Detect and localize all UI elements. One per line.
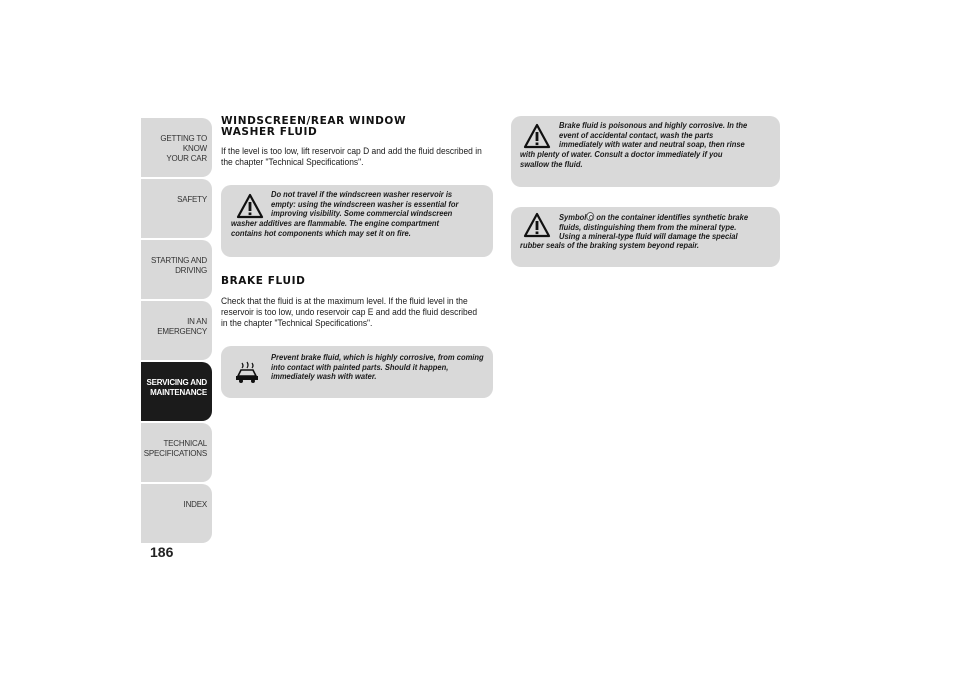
body-line: the chapter "Technical Specifications". xyxy=(221,156,364,167)
poison-warning-box xyxy=(511,116,780,187)
tab-label: IN AN EMERGENCY xyxy=(157,317,207,336)
heading-line: WASHER FLUID xyxy=(221,126,318,138)
tab-starting-driving[interactable] xyxy=(141,240,212,299)
symbol-warning-box xyxy=(511,207,780,267)
tab-label: GETTING TO KNOW YOUR CAR xyxy=(160,134,207,163)
warning-text: Do not travel if the windscreen washer reservoir is empty: using the windscreen washer is essential for improving visibility. Some commercial windscreen xyxy=(271,189,459,219)
symbol-text-cont: rubber seals of the braking system beyond repair. xyxy=(520,240,700,250)
tab-label: INDEX xyxy=(183,500,207,509)
tab-label: STARTING AND DRIVING xyxy=(151,256,207,275)
warning-text-cont: washer additives are flammable. The engine compartment contains hot components which may set it on fire. xyxy=(231,218,440,238)
tab-label: TECHNICAL SPECIFICATIONS xyxy=(143,439,207,458)
warning-triangle-icon xyxy=(523,212,551,238)
poison-text-cont: with plenty of water. Consult a doctor immediately if you swallow the fluid. xyxy=(520,149,723,169)
tab-emergency[interactable] xyxy=(141,301,212,360)
tab-label: SERVICING AND MAINTENANCE xyxy=(146,378,207,397)
tab-technical-specifications[interactable] xyxy=(141,423,212,482)
synthetic-fluid-symbol-icon xyxy=(586,212,594,221)
section-heading-washer xyxy=(221,116,406,138)
section-heading-brake: BRAKE FLUID xyxy=(221,275,306,287)
washer-body xyxy=(221,145,482,167)
tab-safety[interactable] xyxy=(141,179,212,238)
page-number: 186 xyxy=(150,544,174,560)
tab-index[interactable] xyxy=(141,484,212,543)
washer-warning-box xyxy=(221,185,493,257)
symbol-text: Symbol on the container identifies synthetic brake fluids, distinguishing them from the mineral type. Using a mineral-type fluid will damage the special xyxy=(559,212,749,242)
brake-body: Check that the fluid is at the maximum level. If the fluid level in the reservoir is too low, undo reservoir cap E and add the fluid described in the chapter "Technical Specifications". xyxy=(221,295,478,328)
tab-servicing-maintenance[interactable] xyxy=(141,362,212,421)
car-protection-icon xyxy=(233,359,261,385)
brake-caution-box xyxy=(221,346,493,398)
warning-triangle-icon xyxy=(523,123,551,149)
heading-line: WINDSCREEN/REAR WINDOW xyxy=(221,115,407,127)
chapter-tabs xyxy=(141,118,212,545)
body-line: If the level is too low, lift reservoir cap D and add the fluid described in xyxy=(221,145,482,156)
poison-text: Brake fluid is poisonous and highly corrosive. In the event of accidental contact, wash the parts immediately with water and neutral soap, then rinse xyxy=(559,120,748,150)
tab-getting-to-know[interactable] xyxy=(141,118,212,177)
tab-label: SAFETY xyxy=(177,195,207,204)
caution-text: Prevent brake fluid, which is highly corrosive, from coming into contact with painted parts. Should it happen, immediately wash with water. xyxy=(271,352,484,382)
warning-triangle-icon xyxy=(236,193,264,219)
